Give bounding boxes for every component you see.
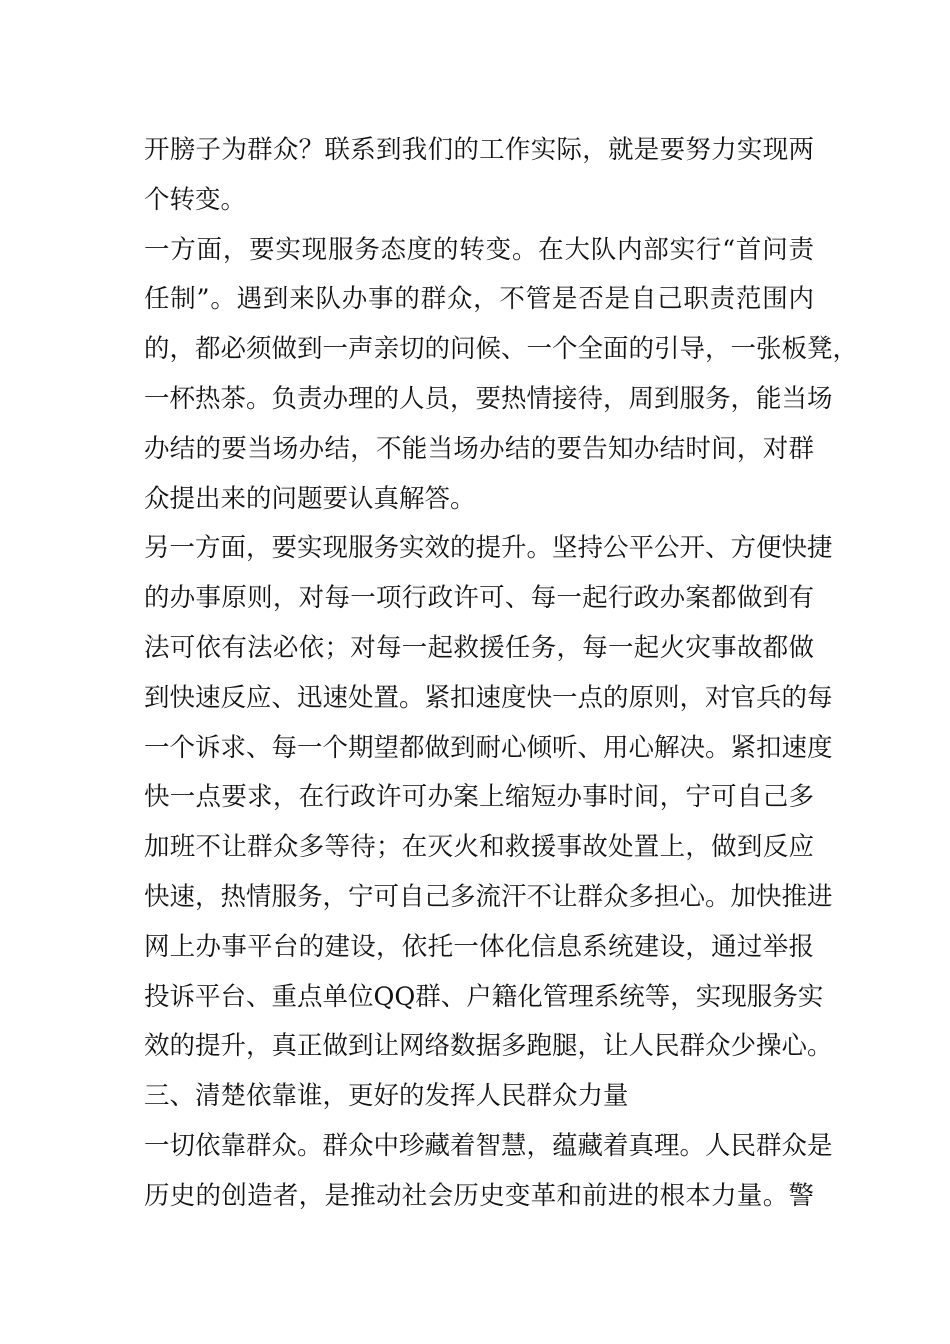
text-line: 任制”。遇到来队办事的群众，不管是否是自己职责范围内 (144, 284, 814, 315)
text-line: 办结的要当场办结，不能当场办结的要告知办结时间，对群 (144, 433, 814, 464)
text-line: 加班不让群众多等待；在灭火和救援事故处置上，做到反应 (144, 832, 814, 863)
text-line: 投诉平台、重点单位QQ群、户籍化管理系统等，实现服务实 (144, 981, 824, 1012)
text-line: 到快速反应、迅速处置。紧扣速度快一点的原则，对官兵的每 (144, 682, 833, 713)
text-line: 网上办事平台的建设，依托一体化信息系统建设，通过举报 (144, 931, 814, 962)
text-line: 的，都必须做到一声亲切的问候、一个全面的引导，一张板凳， (144, 334, 859, 365)
text-line: 法可依有法必依；对每一起救援任务，每一起火灾事故都做 (144, 632, 814, 663)
text-line: 一切依靠群众。群众中珍藏着智慧，蕴藏着真理。人民群众是 (144, 1130, 833, 1161)
text-line: 开膀子为群众？联系到我们的工作实际，就是要努力实现两 (144, 135, 814, 165)
text-line: 一个诉求、每一个期望都做到耐心倾听、用心解决。紧扣速度 (144, 732, 833, 763)
text-line: 众提出来的问题要认真解答。 (144, 483, 476, 514)
text-line: 快速，热情服务，宁可自己多流汗不让群众多担心。加快推进 (144, 881, 833, 912)
text-line: 效的提升，真正做到让网络数据多跑腿，让人民群众少操心。 (144, 1031, 833, 1062)
text-line: 另一方面，要实现服务实效的提升。坚持公平公开、方便快捷 (144, 533, 833, 564)
text-line: 快一点要求，在行政许可办案上缩短办事时间，宁可自己多 (144, 782, 814, 813)
text-line: 一方面，要实现服务态度的转变。在大队内部实行“首问责 (144, 234, 814, 265)
text-line: 一杯热茶。负责办理的人员，要热情接待，周到服务，能当场 (144, 383, 833, 414)
text-line: 历史的创造者，是推动社会历史变革和前进的根本力量。警 (144, 1180, 814, 1211)
text-line: 个转变。 (144, 184, 247, 215)
body-text (144, 126, 859, 1222)
section-heading: 三、清楚依靠谁，更好的发挥人民群众力量 (144, 1081, 629, 1112)
text-line: 的办事原则，对每一项行政许可、每一起行政办案都做到有 (144, 583, 814, 614)
